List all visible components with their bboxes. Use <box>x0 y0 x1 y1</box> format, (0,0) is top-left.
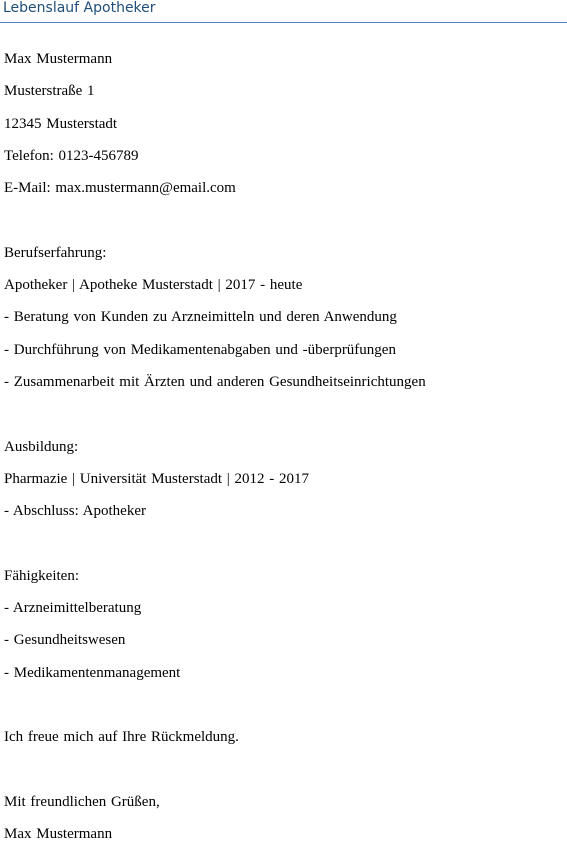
document-title: Lebenslauf Apotheker <box>3 0 156 16</box>
blank-line <box>4 405 559 437</box>
signature-name: Max Mustermann <box>4 826 113 843</box>
experience-position: Apotheker | Apotheke Musterstadt | 2017 - heute <box>4 277 303 294</box>
contact-email: E-Mail: max.mustermann@email.com <box>4 180 236 197</box>
document-header <box>0 0 567 23</box>
education-detail: - Abschluss: Apotheker <box>4 503 146 520</box>
skill-item: - Gesundheitswesen <box>4 632 126 649</box>
skills-heading: Fähigkeiten: <box>4 567 79 584</box>
experience-duty: - Beratung von Kunden zu Arzneimitteln und deren Anwendung <box>4 309 397 326</box>
experience-duty: - Durchführung von Medikamentenabgaben und -überprüfungen <box>4 341 396 358</box>
contact-city: 12345 Musterstadt <box>4 115 118 132</box>
contact-street: Musterstraße 1 <box>4 83 95 100</box>
blank-line <box>4 534 559 566</box>
blank-line <box>4 761 559 793</box>
document-body <box>4 50 559 857</box>
experience-heading: Berufserfahrung: <box>4 244 107 261</box>
education-heading: Ausbildung: <box>4 438 79 455</box>
closing-greeting: Mit freundlichen Grüßen, <box>4 793 160 810</box>
skill-item: - Arzneimittelberatung <box>4 600 142 617</box>
blank-line <box>4 211 559 243</box>
contact-name: Max Mustermann <box>4 51 113 67</box>
contact-phone: Telefon: 0123-456789 <box>4 147 139 164</box>
blank-line <box>4 696 559 728</box>
experience-duty: - Zusammenarbeit mit Ärzten und anderen Gesundheitseinrichtungen <box>4 373 426 390</box>
skill-item: - Medikamentenmanagement <box>4 664 181 681</box>
closing-sentence: Ich freue mich auf Ihre Rückmeldung. <box>4 729 239 746</box>
education-degree: Pharmazie | Universität Musterstadt | 2012 - 2017 <box>4 470 310 487</box>
